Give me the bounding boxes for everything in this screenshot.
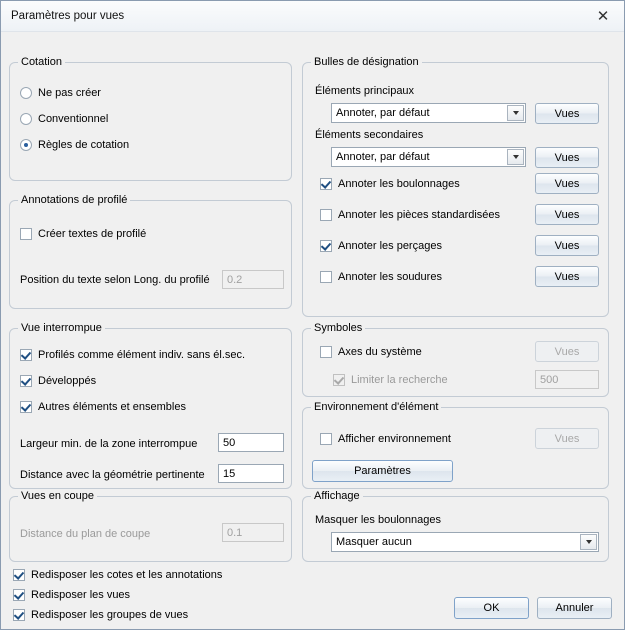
combo-elements-secondaires[interactable]	[331, 147, 526, 167]
group-environnement-element	[302, 401, 609, 489]
button-parametres[interactable]: Paramètres	[312, 460, 453, 482]
checkbox-label: Afficher environnement	[338, 433, 451, 445]
checkbox-annoter-pieces-standardisees[interactable]	[320, 209, 500, 221]
button-vues-percages[interactable]: Vues	[535, 235, 599, 256]
group-bulles-legend: Bulles de désignation	[311, 56, 422, 68]
checkbox-icon	[320, 271, 332, 283]
checkbox-label: Développés	[38, 375, 97, 387]
radio-conventionnel[interactable]	[20, 113, 108, 125]
checkbox-afficher-environnement[interactable]	[320, 433, 451, 445]
group-affichage	[302, 490, 609, 562]
button-vues-axes[interactable]: Vues	[535, 341, 599, 362]
chevron-down-icon[interactable]	[507, 149, 524, 165]
window-title: Paramètres pour vues	[11, 10, 125, 22]
group-cotation	[9, 56, 292, 181]
checkbox-label: Annoter les pièces standardisées	[338, 209, 501, 221]
checkbox-label: Annoter les soudures	[338, 271, 442, 283]
label-distance-plan-coupe: Distance du plan de coupe	[20, 528, 151, 540]
checkbox-icon	[13, 569, 25, 581]
input-position-texte[interactable]: 0.2	[222, 270, 284, 289]
combo-value: Masquer aucun	[336, 536, 412, 548]
checkbox-icon	[20, 228, 32, 240]
checkbox-icon	[320, 209, 332, 221]
checkbox-icon	[333, 374, 345, 386]
group-annotations-profile-legend: Annotations de profilé	[18, 194, 130, 206]
input-largeur-min[interactable]: 50	[218, 433, 284, 452]
checkbox-icon	[20, 349, 32, 361]
checkbox-redisposer-groupes-vues[interactable]	[13, 609, 222, 621]
checkbox-label: Autres éléments et ensembles	[38, 401, 186, 413]
group-annotations-profile	[9, 194, 292, 309]
radio-icon	[20, 87, 32, 99]
combo-value: Annoter, par défaut	[336, 107, 430, 119]
label-elements-principaux: Éléments principaux	[315, 85, 415, 97]
title-bar	[1, 1, 624, 32]
group-vues-en-coupe	[9, 490, 292, 562]
checkbox-label: Redisposer les groupes de vues	[31, 609, 189, 621]
label-elements-secondaires: Éléments secondaires	[315, 129, 424, 141]
input-distance-geometrie[interactable]: 15	[218, 464, 284, 483]
label-distance-geometrie: Distance avec la géométrie pertinente	[20, 469, 205, 481]
radio-icon	[20, 139, 32, 151]
button-vues-pieces-standardisees[interactable]: Vues	[535, 204, 599, 225]
checkbox-icon	[20, 401, 32, 413]
group-symboles	[302, 322, 609, 397]
checkbox-icon	[320, 433, 332, 445]
group-vues-en-coupe-legend: Vues en coupe	[18, 490, 97, 502]
checkbox-label: Annoter les perçages	[338, 240, 442, 252]
chevron-down-icon[interactable]	[507, 105, 524, 121]
group-vue-interrompue-legend: Vue interrompue	[18, 322, 105, 334]
label-masquer-boulonnages: Masquer les boulonnages	[315, 514, 441, 526]
radio-ne-pas-creer[interactable]	[20, 87, 101, 99]
radio-label: Ne pas créer	[38, 87, 101, 99]
checkbox-limiter-recherche[interactable]	[333, 374, 448, 386]
bottom-options	[13, 569, 222, 621]
checkbox-profiles-element-indiv[interactable]	[20, 349, 245, 361]
checkbox-axes-du-systeme[interactable]	[320, 346, 422, 358]
checkbox-annoter-soudures[interactable]	[320, 271, 442, 283]
checkbox-annoter-boulonnages[interactable]	[320, 178, 460, 190]
chevron-down-icon[interactable]	[580, 534, 597, 550]
button-vues-secondaires[interactable]: Vues	[535, 147, 599, 168]
combo-elements-principaux[interactable]	[331, 103, 526, 123]
radio-icon	[20, 113, 32, 125]
group-cotation-legend: Cotation	[18, 56, 65, 68]
ok-button[interactable]: OK	[454, 597, 529, 619]
input-distance-plan-coupe[interactable]: 0.1	[222, 523, 284, 542]
checkbox-redisposer-cotes-annotations[interactable]	[13, 569, 222, 581]
group-symboles-legend: Symboles	[311, 322, 365, 334]
radio-label: Conventionnel	[38, 113, 109, 125]
checkbox-label: Profilés comme élément indiv. sans él.sec.	[38, 349, 246, 361]
checkbox-icon	[320, 240, 332, 252]
checkbox-icon	[320, 178, 332, 190]
button-vues-environnement[interactable]: Vues	[535, 428, 599, 449]
checkbox-annoter-percages[interactable]	[320, 240, 442, 252]
input-limiter-recherche[interactable]: 500	[535, 370, 599, 389]
checkbox-creer-textes-profile[interactable]	[20, 228, 146, 240]
checkbox-label: Axes du système	[338, 346, 422, 358]
dialog-content	[1, 32, 624, 629]
dialog-buttons	[454, 597, 612, 619]
group-affichage-legend: Affichage	[311, 490, 363, 502]
checkbox-label: Redisposer les vues	[31, 589, 131, 601]
radio-label: Règles de cotation	[38, 139, 130, 151]
combo-masquer-boulonnages[interactable]	[331, 532, 599, 552]
checkbox-redisposer-vues[interactable]	[13, 589, 222, 601]
label-largeur-min: Largeur min. de la zone interrompue	[20, 438, 198, 450]
checkbox-icon	[13, 609, 25, 621]
checkbox-icon	[20, 375, 32, 387]
group-environnement-legend: Environnement d'élément	[311, 401, 441, 413]
group-bulles-designation	[302, 56, 609, 317]
button-vues-boulonnages[interactable]: Vues	[535, 173, 599, 194]
checkbox-icon	[320, 346, 332, 358]
checkbox-icon	[13, 589, 25, 601]
close-icon[interactable]: ✕	[596, 7, 610, 25]
checkbox-label: Redisposer les cotes et les annotations	[31, 569, 223, 581]
checkbox-developpes[interactable]	[20, 375, 96, 387]
cancel-button[interactable]: Annuler	[537, 597, 612, 619]
button-vues-principaux[interactable]: Vues	[535, 103, 599, 124]
radio-regles-de-cotation[interactable]	[20, 139, 129, 151]
group-vue-interrompue	[9, 322, 292, 489]
button-vues-soudures[interactable]: Vues	[535, 266, 599, 287]
checkbox-autres-elements-ensembles[interactable]	[20, 401, 186, 413]
combo-value: Annoter, par défaut	[336, 151, 430, 163]
checkbox-label: Créer textes de profilé	[38, 228, 147, 240]
checkbox-label: Annoter les boulonnages	[338, 178, 460, 190]
label-position-texte: Position du texte selon Long. du profilé	[20, 274, 210, 286]
checkbox-label: Limiter la recherche	[351, 374, 448, 386]
